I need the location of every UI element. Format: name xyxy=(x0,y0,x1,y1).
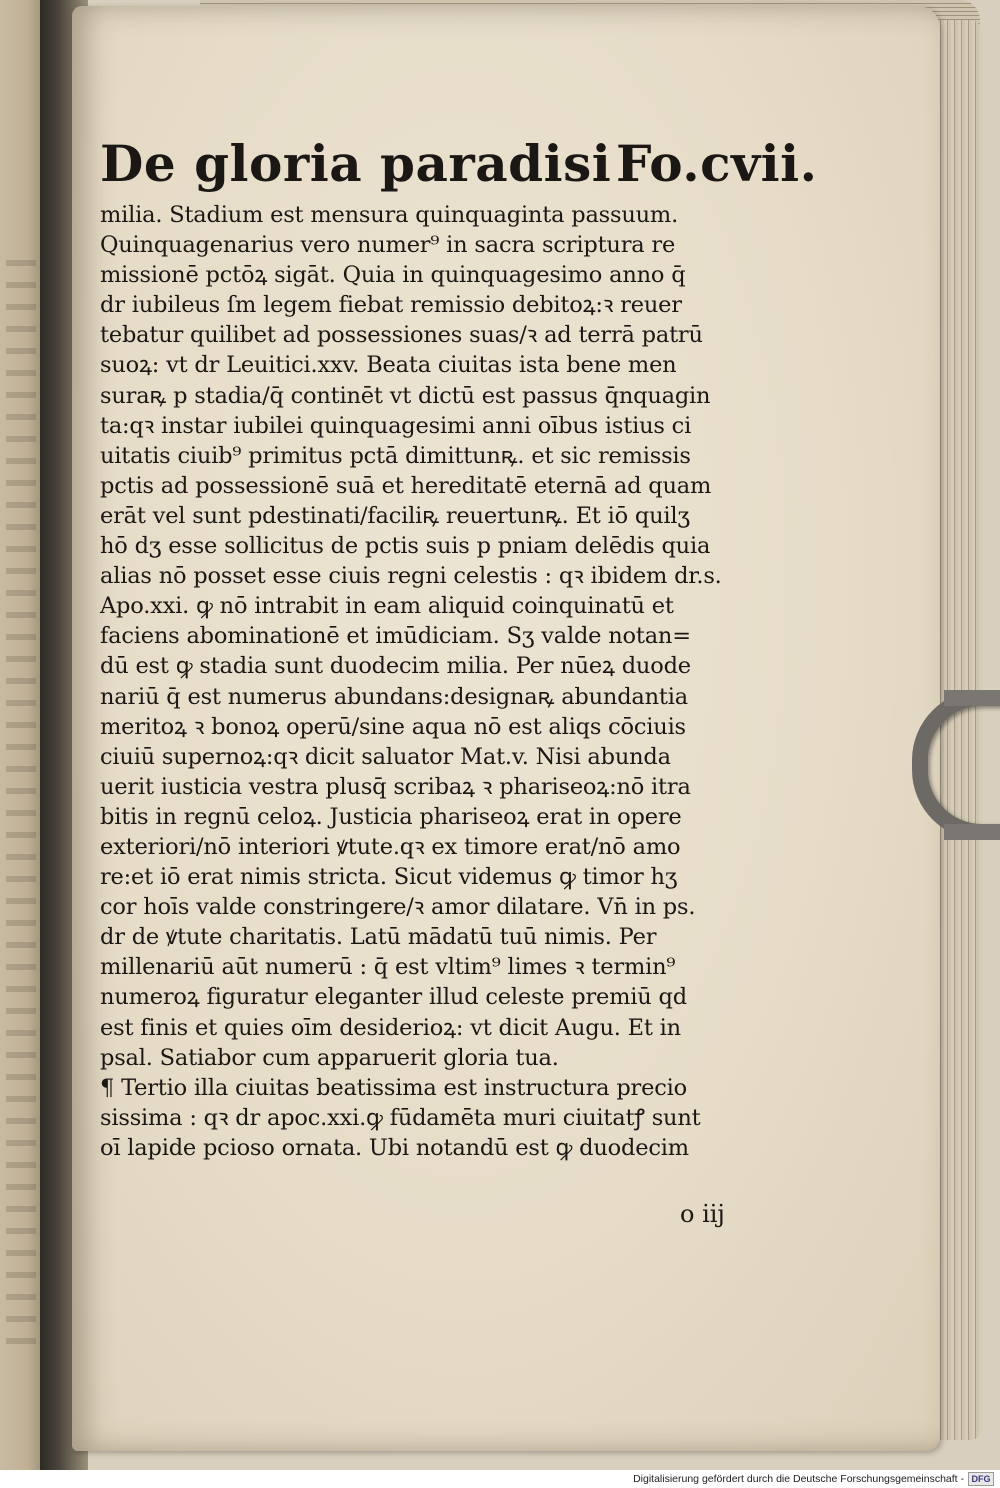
text-line: dr iubileus ſm legem fiebat remissio debitoꝝ:ꝛ reuer xyxy=(100,292,682,319)
text-line: sissima : qꝛ dr apoc.xxi.ꝙ fūdamēta muri ciuitatꝭ sunt xyxy=(100,1104,701,1131)
text-line: nariū q̄ est numerus abundans:designaꝶ abundantia xyxy=(100,683,688,710)
text-line: cor hoīs valde constringere/ꝛ amor dilatare. Vn̄ in ps. xyxy=(100,894,696,921)
text-line: millenariū aūt numerū : q̄ est vltim⁹ limes ꝛ termin⁹ xyxy=(100,954,676,981)
text-line: oī lapide pcioso ornata. Ubi notandū est ꝙ duodecim xyxy=(100,1134,689,1161)
text-line: alias nō posset esse ciuis regni celestis : qꝛ ibidem dr.s. xyxy=(100,563,722,590)
signature-mark: o iij xyxy=(680,1200,725,1228)
text-line: uitatis ciuib⁹ primitus pctā dimittunꝶ. et sic remissis xyxy=(100,442,691,469)
text-line: dr de ꝟtute charitatis. Latū mādatū tuū nimis. Per xyxy=(100,924,657,951)
text-line: faciens abominationē et imūdiciam. Sʒ valde notan= xyxy=(100,623,691,650)
funding-credit: Digitalisierung gefördert durch die Deutsche Forschungsgemeinschaft - xyxy=(633,1473,964,1485)
text-line: hō dʒ esse sollicitus de pctis suis p pniam delēdis quia xyxy=(100,533,711,560)
text-line: tebatur quilibet ad possessiones suas/ꝛ ad terrā patrū xyxy=(100,322,703,349)
text-line: exteriori/nō interiori ꝟtute.qꝛ ex timore erat/nō amo xyxy=(100,833,681,860)
text-line: numeroꝝ figuratur eleganter illud celeste premiū qd xyxy=(100,984,687,1011)
text-line: pctis ad possessionē suā et hereditatē eternā ad quam xyxy=(100,472,712,499)
text-line: dū est ꝙ stadia sunt duodecim milia. Per nūeꝝ duode xyxy=(100,653,691,680)
page-clip-band xyxy=(944,690,1000,840)
running-title: De gloria paradisi xyxy=(100,134,612,193)
text-line: Quinquagenarius vero numer⁹ in sacra scriptura re xyxy=(100,232,676,259)
body-text xyxy=(100,200,800,1163)
text-line: missionē pctōꝝ sigāt. Quia in quinquagesimo anno q̄ xyxy=(100,262,686,289)
text-line: milia. Stadium est mensura quinquaginta passuum. xyxy=(100,202,679,228)
text-block xyxy=(100,128,818,1163)
running-header xyxy=(100,128,818,200)
text-line: erāt vel sunt pdestinati/faciliꝶ reuertunꝶ. Et iō quilʒ xyxy=(100,502,690,529)
text-line: ¶ Tertio illa ciuitas beatissima est instructura precio xyxy=(100,1074,687,1101)
text-line: Apo.xxi. ꝙ nō intrabit in eam aliquid coinquinatū et xyxy=(100,593,674,620)
text-line: meritoꝝ ꝛ bonoꝝ operū/sine aqua nō est aliqs cōciuis xyxy=(100,713,686,740)
dfg-logo: DFG xyxy=(968,1472,994,1486)
text-line: est finis et quies oīm desiderioꝝ: vt dicit Augu. Et in xyxy=(100,1014,681,1041)
folio-number: Fo.cvii. xyxy=(616,134,818,193)
text-line: ciuiū supernoꝝ:qꝛ dicit saluator Mat.v. Nisi abunda xyxy=(100,743,671,770)
text-line: suraꝶ p stadia/q̄ continēt vt dictū est passus q̄nquagin xyxy=(100,382,711,409)
text-line: bitis in regnū celoꝝ. Justicia phariseoꝝ erat in opere xyxy=(100,803,682,830)
text-line: ta:qꝛ instar iubilei quinquagesimi anni oībus istius ci xyxy=(100,412,692,439)
text-line: re:et iō erat nimis stricta. Sicut videmus ꝙ timor hʒ xyxy=(100,864,678,891)
text-line: suoꝝ: vt dr Leuitici.xxv. Beata ciuitas ista bene men xyxy=(100,352,677,379)
text-line: uerit iusticia vestra plusq̄ scribaꝝ ꝛ phariseoꝝ:nō itra xyxy=(100,773,691,800)
text-line: psal. Satiabor cum apparuerit gloria tua. xyxy=(100,1044,559,1071)
